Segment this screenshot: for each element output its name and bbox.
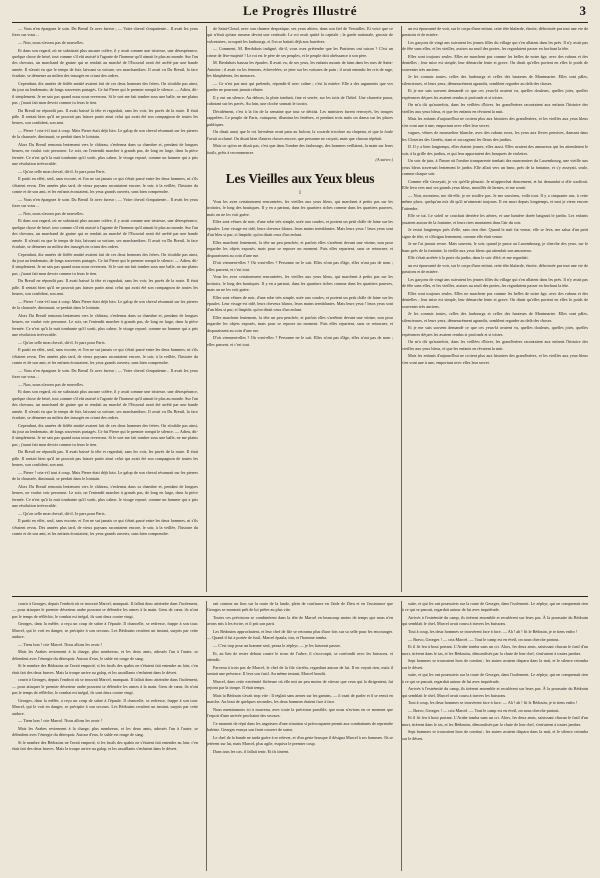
column-1 <box>12 26 198 592</box>
column-2-paragraph: — Ce n'est pas moi qui prétends, répondit-il avec calme ; c'est la misère. Elle a des arguments que vos gardes ne pourront jamais réfuter. <box>207 80 393 93</box>
bottom-2-paragraph: rait comme un lion sur la route de la lande, plein de confiance en l'aide de Dieu et en l'assistance que Georges se montrait prêt de lui prêter au plus vite. <box>207 601 393 613</box>
column-1-paragraph: Cependant, dix années de fidèle amitié avaient fait de ces deux hommes des frères. On n'oublie pas ainsi, du jour au lendemain, de longs souvenirs partagés. Ce fut Pierre qui le premier rompit le silence. — Adieu, dit-il simplement. Je ne sais pas quand nous nous reverrons. Si le sort me fait tomber sous une balle, ne me plains pas ; j'aurai fait mon devoir comme tu feras le tien. <box>12 80 198 106</box>
column-1-paragraph: Et dans son regard, où ne subsistait plus aucune colère, il y avait comme une tristesse, une désespérance, quelque chose de brisé, tout comme s'il eût assisté à l'agonie de l'homme qu'il aimait le plus au monde. Sur l'un des chevaux, un marchand de graine qui se rendait au marché de l'Escurial avait été arrêté par une bande armée. Il n'avait eu que le temps de fuir, laissant sa voiture, ses marchandises. Il avait vu Du Breuil, la face écarlate, se démener au milieu des insurgés en criant des ordres. <box>12 47 198 79</box>
bottom-3-paragraph: — Bravo, Georges ! — cria Marcel. — Tout le camp est en éveil, on nous cherche partout. <box>408 636 560 642</box>
bottom-1-paragraph: Georges, dans la mêlée, a reçu un coup de sabre à l'épaule. Il chancelle, se redresse, frappe à son tour. Marcel, qui le voit en danger, se précipite à son secours. Les Bédouins reculent un instant, surpris par cette audace. <box>12 697 198 716</box>
bottom-3-paragraph: suite, et qui les ont poursuivis sur la route de Georges, dans l'isolement. Le zéphyr, qui ne comprenait rien à ce qui se passait, regardait autour de lui avec inquiétude. <box>402 601 588 613</box>
column-2-paragraph: M. Berdubois haussa les épaules. Il avait vu, de ses yeux, les enfants mourir de faim dans les rues de Saint-Antoine ; il avait vu les femmes, échevelées, se jeter sur les voitures de pain ; il avait entendu les cris de rage, les blasphèmes, les menaces. <box>207 60 393 79</box>
column-1-paragraph: — Vous n'en épargnez le soin. Du Breuil l'a avec fureur ; — Votre cheval s'impatiente... Il avait les yeux fixes sur vous ... <box>12 26 198 38</box>
column-3-paragraph: Mais les enfants d'aujourd'hui ne croient plus aux histoires des grand'mères, et les vieilles aux yeux bleus s'en vont une à une, emportant avec elles leur secret. <box>402 353 588 365</box>
column-1-paragraph: Du Breuil ne répondit pas. Il avait baissé la tête et regardait, sans les voir, les pavés de la route. Il était pâle. Il sentait bien qu'il ne pouvait pas laisser partir ainsi celui qui avait été son compagnon de toutes les heures, son confident, son ami. <box>12 278 198 297</box>
column-1-paragraph: — Non, nous n'avons pas de nouvelles. <box>18 381 84 387</box>
column-3-paragraph: Je les connais toutes, celles des faubourgs et celles des hauteurs de Montmartre. Elles sont pâles, silencieuses, et leurs yeux, démesurément agrandis, semblent regarder au delà des choses. <box>402 311 588 323</box>
column-1-paragraph: Il partit en effet, seul, sans escorte, et l'on ne sut jamais ce qui s'était passé entre les deux hommes, ni s'ils s'étaient revus. Des années plus tard, de vieux paysans racontaient encore, le soir, à la veillée, l'histoire du comte et de son ami, et les enfants écoutaient, les yeux grands ouverts, sans bien comprendre. <box>12 176 198 195</box>
column-1-paragraph: — Pierre ! cria-t-il tout à coup. Mais Pierre était déjà loin. Le galop de son cheval résonnait sur les pierres de la chaussée, diminuait, se perdait dans le lointain. <box>12 128 198 140</box>
column-3-paragraph: Elles sont toujours seules. Elles ne marchent pas comme les belles de notre âge, avec des rubans et des dentelles ; leur mise est simple, leur démarche lente et grave. On dirait qu'elles portent en elles le poids de souvenirs très anciens. <box>402 290 588 309</box>
column-3-paragraph: vagues, vêtues de mousseline blanche, avec des rubans roses, les yeux aux lèvres pensives, dansant dans les Closeries des Genêts, riant et saccageant les fleurs des jardins. <box>402 130 588 142</box>
column-1-paragraph: Du Breuil ne répondit pas. Il avait baissé la tête et regardait, sans les voir, les pavés de la route. Il était pâle. Il sentait bien qu'il ne pouvait pas laisser partir ainsi celui qui avait été son compagnon de toutes les heures, son confident, son ami. <box>12 107 198 126</box>
top-columns <box>12 26 588 592</box>
column-3-paragraph: Elle se tut. Le soleil se couchait derrière les arbres, et une lumière dorée baignait le jardin. Les enfants jouaient autour de la fontaine, et leurs rires montaient dans l'air du soir. <box>402 213 588 225</box>
feuilleton-paragraph: Elles sont vêtues de noir, d'une robe très simple, usée aux coudes, et portent un petit châle de laine sur les épaules. Leur visage est ridé, leurs cheveux blancs, leurs mains tremblantes. Mais leurs yeux ! leurs yeux sont d'un bleu si pur, si limpide, qu'on dirait ceux d'un enfant. <box>207 219 393 238</box>
section-rule <box>12 596 588 597</box>
bottom-1-paragraph: Mais les Arabes reviennent à la charge, plus nombreux, et les deux amis, adossés l'un à l'autre, se défendent avec l'énergie du désespoir. Autour d'eux, le sable est rouge de sang. <box>12 725 198 738</box>
column-3-paragraph: Je ne l'ai jamais revue. Mais souvent, le soir, quand je passe au Luxembourg, je cherche des yeux, sur le banc près de la fontaine, la vieille aux yeux bleus qui attendait son amoureux. <box>402 241 588 253</box>
bottom-3-paragraph: Tout à coup, les deux hommes se trouvèrent face à face. — Ah ! ah ! fit le Bédouin, je te tiens enfin ! <box>408 700 578 706</box>
column-2-paragraph: On disait aussi que le roi lui-même avait paru au balcon, la cocarde tricolore au chapeau, et que la foule l'avait acclamé. On disait bien d'autres choses encore, que personne ne croyait, mais que chacun répétait. <box>207 129 393 141</box>
column-3-paragraph: II. Il y a bien longtemps, elles étaient jeunes, elles aussi. Elles avaient des amoureux qui les attendaient le soir, à la grille des jardins, et qui leur apportaient des bouquets de violettes. <box>402 144 588 156</box>
bottom-column-2 <box>206 601 393 871</box>
bottom-1-paragraph: — Tiens bon ! crie Marcel. Nous allons les avoir ! <box>18 718 103 724</box>
bottom-3-paragraph: Et il fit feu à bout portant. L'Arabe tomba sans un cri. Alors, les deux amis, saisissant chacun le fusil d'un mort, tirèrent dans le tas, et les Bédouins, démoralisés par la chute de leur chef, s'enfuirent à toutes jambes. <box>402 715 588 727</box>
bottom-column-3 <box>401 601 588 871</box>
column-3-paragraph: Les garçons de vingt ans suivaient les jeunes filles du village qui s'en allaient dans les prés. Il n'y avait pas de fête sans elles, et les vieilles, assises au seuil des portes, les regardaient passer en hochant la tête. <box>402 276 588 289</box>
page-number: 3 <box>579 3 586 18</box>
column-2 <box>206 26 393 592</box>
bottom-1-paragraph: courir à Georges, depuis l'endroit où se trouvait Marcel, manquait. Il fallait donc atteindre dans l'isolement, — pour attaquer le premier déserteur arabe pouvant se défendre les armes à la main. Gens de cœur, ils n'ont pas le temps de réfléchir, le combat est inégal, ils sont deux contre vingt. <box>12 677 198 696</box>
feuilleton-text <box>207 199 393 348</box>
column-2-paragraph: — Comment, M. Berdubois indigné, dit-il, vous osez prétendre que les Parisiens ont raison ? C'est un crime de lèse-majesté ! Le roi est le père de ses peuples, et le peuple doit obéissance à son père. <box>207 46 393 58</box>
column-3-paragraph: Les garçons de vingt ans suivaient les jeunes filles du village qui s'en allaient dans les prés. Il n'y avait pas de fête sans elles, et les vieilles, assises au seuil des portes, les regardaient passer en hochant la tête. <box>402 40 588 52</box>
column-1-paragraph: — Qu'on selle mon cheval, dit-il. Je pars pour Paris. <box>18 168 106 174</box>
feuilleton-title: Les Vieilles aux Yeux bleus <box>225 170 375 186</box>
bottom-2-paragraph: Dans tous les cas, il fallait tenir. Et ils tinrent. <box>213 748 290 754</box>
column-1-paragraph: — Qu'on selle mon cheval, dit-il. Je pars pour Paris. <box>18 339 106 345</box>
feuilleton-paragraph: D'où viennent-elles ? Où vont-elles ? Personne ne le sait. Elles n'ont pas d'âge, elles n'ont pas de nom ; elles passent, et c'est tout. <box>207 335 393 347</box>
column-3-paragraph: — Non, monsieur, me dit-elle, je ne souffre pas. Je me souviens, voilà tout. Il y a cinquante ans, à cette même place, quelqu'un m'a dit qu'il m'aimerait toujours. Il est mort depuis longtemps, et moi je viens encore l'attendre. <box>402 192 588 211</box>
feuilleton-paragraph: Elles marchent lentement, la tête un peu penchée, et parfois elles s'arrêtent devant une vitrine, non pour regarder les objets exposés, mais pour se reposer un moment. Puis elles repartent, sans se retourner, et disparaissent au coin d'une rue. <box>207 315 393 333</box>
bottom-3-paragraph: Arrivés à l'extrémité du camp, ils tirèrent ensemble et reculèrent sur leurs pas. À la poursuite du Bédouin qui semblait le chef, Marcel avait couru à travers les buissons. <box>402 686 588 698</box>
bottom-1-paragraph: — Tiens bon ! crie Marcel. Nous allons les avoir ! <box>18 641 103 647</box>
column-2-paragraph: de Saint-Cloud, avec son charme despotique, ses yeux altiers, dans son fief de Versailles. Et voici que ce qui n'était qu'une rumeur devint une certitude. Le roi avait quitté la capitale ; la garde nationale, grossie de volontaires, occupait les faubourgs, et l'on se battait déjà aux barrières. <box>207 26 393 44</box>
bottom-2-paragraph: Mais la Bédouin s'avait trop vite : Il réglait sans armes sur les gamins, — il osait de parler et il se remit en marche. Au bout de quelques secondes, les deux hommes étaient face à face. <box>207 692 393 704</box>
chapter-number: I <box>299 190 301 196</box>
column-3-paragraph: Je restai longtemps près d'elle, sans rien dire. Quand la nuit fut venue, elle se leva, me salua d'un petit signe de tête, et s'éloigna lentement, comme elle était venue. <box>402 227 588 239</box>
bottom-3-paragraph: — Bravo, Georges ! — cria Marcel. — Tout le camp est en éveil, on nous cherche partout. <box>408 707 560 713</box>
column-3-paragraph: On m'a dit qu'autrefois, dans les veillées d'hiver, les grand'mères racontaient aux enfants l'histoire des vieilles aux yeux bleus, et que les enfants en rêvaient la nuit. <box>402 339 588 351</box>
column-1-paragraph: — Non, nous n'avons pas de nouvelles. <box>18 210 84 216</box>
column-1-paragraph: Alors Du Breuil remonta lentement vers le château, s'enferma dans sa chambre et, pendant de longues heures, ne voulut voir personne. Le soir, on l'entendit marcher à grands pas, de long en large, dans la pièce fermée. Ce n'est qu'à la nuit tombante qu'il sortit, plus calme, le visage reposé, comme un homme qui a pris une résolution irrévocable. <box>12 312 198 338</box>
bottom-2-paragraph: Et, au lieu de rester debout contre le tronc de l'arbre, il s'accroupit, se confondit avec les buissons, et attendit. <box>207 650 393 662</box>
column-1-paragraph: Alors Du Breuil remonta lentement vers le château, s'enferma dans sa chambre et, pendant de longues heures, ne voulut voir personne. Le soir, on l'entendit marcher à grands pas, de long en large, dans la pièce fermée. Ce n'est qu'à la nuit tombante qu'il sortit, plus calme, le visage reposé, comme un homme qui a pris une résolution irrévocable. <box>12 483 198 508</box>
bottom-3-paragraph: Sept hommes se trouvaient hors de combat ; les autres avaient disparu dans la nuit, et le silence retomba sur le désert. <box>402 729 588 741</box>
column-1-paragraph: Du Breuil ne répondit pas. Il avait baissé la tête et regardait, sans les voir, les pavés de la route. Il était pâle. Il sentait bien qu'il ne pouvait pas laisser partir ainsi celui qui avait été son compagnon de toutes les heures, son confident, son ami. <box>12 449 198 468</box>
bottom-3-paragraph: suite, et qui les ont poursuivis sur la route de Georges, dans l'isolement. Le zéphyr, qui ne comprenait rien à ce qui se passait, regardait autour de lui avec inquiétude. <box>402 672 588 684</box>
bottom-2-paragraph: Ce moment de répit dans les angoisses d'une situation si préoccupante permit aux combattants de reprendre haleine. Georges essuya son front couvert de sueur. <box>207 720 393 732</box>
column-3-paragraph: On m'a dit qu'autrefois, dans les veillées d'hiver, les grand'mères racontaient aux enfants l'histoire des vieilles aux yeux bleus, et que les enfants en rêvaient la nuit. <box>402 102 588 114</box>
column-1-paragraph: — Qu'on selle mon cheval, dit-il. Je pars pour Paris. <box>18 510 106 516</box>
column-3-paragraph: Et je me suis souvent demandé ce que ces yeux-là avaient vu, quelles douleurs, quelles joies, quelles espérances déçues les avaient rendus si profonds et si tristes. <box>402 325 588 337</box>
bottom-2-paragraph: — C'est trop pour un homme seul, pensa le zéphyr, — je les laisserai passer. <box>213 643 341 648</box>
column-3-paragraph: Comme elle s'asseyait, je vis qu'elle pleurait. Je m'approchai doucement, et lui demandai si elle souffrait. Elle leva vers moi ses grands yeux bleus, mouillés de larmes, et me sourit. <box>402 178 588 191</box>
column-1-paragraph: Et dans son regard, où ne subsistait plus aucune colère, il y avait comme une tristesse, une désespérance, quelque chose de brisé, tout comme s'il eût assisté à l'agonie de l'homme qu'il aimait le plus au monde. Sur l'un des chevaux, un marchand de graine qui se rendait au marché de l'Escurial avait été arrêté par une bande armée. Il n'avait eu que le temps de fuir, laissant sa voiture, ses marchandises. Il avait vu Du Breuil, la face écarlate, se démener au milieu des insurgés en criant des ordres. <box>12 389 198 420</box>
bottom-1-paragraph: Mais les Arabes reviennent à la charge, plus nombreux, et les deux amis, adossés l'un à l'autre, se défendent avec l'énergie du désespoir. Autour d'eux, le sable est rouge de sang. <box>12 649 198 661</box>
bottom-1-paragraph: Si le nombre des Bédouins ne l'avait emporté, si les fusils des spahis ne s'étaient fait entendre au loin, c'en était fait des deux braves. Mais la troupe arrive au galop, et les assaillants s'enfuient dans le désert. <box>12 663 198 675</box>
column-1-paragraph: — Vous n'en épargnez le soin. Du Breuil l'a avec fureur ; — Votre cheval s'impatiente... Il avait les yeux fixes sur vous ... <box>12 367 198 380</box>
column-1-paragraph: Il partit en effet, seul, sans escorte, et l'on ne sut jamais ce qui s'était passé entre les deux hommes, ni s'ils s'étaient revus. Des années plus tard, de vieux paysans racontaient encore, le soir, à la veillée, l'histoire du comte et de son ami, et les enfants écoutaient, les yeux grands ouverts, sans bien comprendre. <box>12 518 198 536</box>
column-1-paragraph: Cependant, dix années de fidèle amitié avaient fait de ces deux hommes des frères. On n'oublie pas ainsi, du jour au lendemain, de longs souvenirs partagés. Ce fut Pierre qui le premier rompit le silence. — Adieu, dit-il simplement. Je ne sais pas quand nous nous reverrons. Si le sort me fait tomber sous une balle, ne me plains pas ; j'aurai fait mon devoir comme tu feras le tien. <box>12 251 198 276</box>
column-1-paragraph: — Vous n'en épargnez le soin. Du Breuil l'a avec fureur ; — Votre cheval s'impatiente... Il avait les yeux fixes sur vous ... <box>12 196 198 209</box>
feuilleton-paragraph: Vous les avez certainement rencontrées, les vieilles aux yeux bleus, qui marchent à petits pas sur les trottoirs, le long des boutiques. Il y en a partout, dans les quartiers riches comme dans les quartiers pauvres, mais on ne les voit guère. <box>207 199 393 217</box>
column-3-paragraph: Et je me suis souvent demandé ce que ces yeux-là avaient vu, quelles douleurs, quelles joies, quelles espérances déçues les avaient rendus si profonds et si tristes. <box>402 88 588 100</box>
to-be-continued: (A suivre.) <box>375 157 393 163</box>
column-1-paragraph: Alors Du Breuil remonta lentement vers le château, s'enferma dans sa chambre et, pendant de longues heures, ne voulut voir personne. Le soir, on l'entendit marcher à grands pas, de long en large, dans la pièce fermée. Ce n'est qu'à la nuit tombante qu'il sortit, plus calme, le visage reposé, comme un homme qui a pris une résolution irrévocable. <box>12 142 198 167</box>
bottom-1-paragraph: Si le nombre des Bédouins ne l'avait emporté, si les fusils des spahis ne s'étaient fait entendre au loin, c'en était fait des deux braves. Mais la troupe arrive au galop, et les assaillants s'enfuient dans le désert. <box>12 739 198 752</box>
column-2-paragraph: Mais ce qu'on ne disait pas, c'est que dans l'ombre des faubourgs, des hommes veillaient, la main sur leurs fusils, prêts à recommencer. <box>207 143 393 155</box>
bottom-3-paragraph: Tout à coup, les deux hommes se trouvèrent face à face. — Ah ! ah ! fit le Bédouin, je te tiens enfin ! <box>408 629 578 634</box>
bottom-column-1 <box>12 601 198 871</box>
bottom-columns <box>12 601 588 871</box>
column-1-paragraph: Il partit en effet, seul, sans escorte, et l'on ne sut jamais ce qui s'était passé entre les deux hommes, ni s'ils s'étaient revus. Des années plus tard, de vieux paysans racontaient encore, le soir, à la veillée, l'histoire du comte et de son ami, et les enfants écoutaient, les yeux grands ouverts, sans bien comprendre. <box>12 347 198 366</box>
column-1-paragraph: Cependant, dix années de fidèle amitié avaient fait de ces deux hommes des frères. On n'oublie pas ainsi, du jour au lendemain, de longs souvenirs partagés. Ce fut Pierre qui le premier rompit le silence. — Adieu, dit-il simplement. Je ne sais pas quand nous nous reverrons. Si le sort me fait tomber sous une balle, ne me plains pas ; j'aurai fait mon devoir comme tu feras le tien. <box>12 422 198 447</box>
column-2-paragraph: Il y eut un silence. Au dehors, la pluie tombait, fine et serrée, sur les toits de l'hôtel. Une charrette passa, cahotant sur les pavés. Au loin, une cloche sonnait le tocsin. <box>207 94 393 107</box>
column-3-paragraph: Mais les enfants d'aujourd'hui ne croient plus aux histoires des grand'mères, et les vieilles aux yeux bleus s'en vont une à une, emportant avec elles leur secret. <box>402 116 588 128</box>
column-1-paragraph: — Pierre ! cria-t-il tout à coup. Mais Pierre était déjà loin. Le galop de son cheval résonnait sur les pierres de la chaussée, diminuait, se perdait dans le lointain. <box>12 469 198 482</box>
column-3-paragraph: Elle s'était arrêtée à la porte du jardin, dans le soir d'été, et me regardait. <box>408 255 529 261</box>
bottom-2-paragraph: Nous mentionnons ici à nouveau, avec toute la précision possible, que nous n'avions en ce moment que l'espoir d'une arrivée prochaine des secours. <box>207 706 393 718</box>
column-2-text <box>207 26 393 156</box>
bottom-3-paragraph: Sept hommes se trouvaient hors de combat ; les autres avaient disparu dans la nuit, et le silence retomba sur le désert. <box>402 658 588 670</box>
bottom-1-paragraph: Georges, dans la mêlée, a reçu un coup de sabre à l'épaule. Il chancelle, se redresse, frappe à son tour. Marcel, qui le voit en danger, se précipite à son secours. Les Bédouins reculent un instant, surpris par cette audace. <box>12 621 198 640</box>
column-3-paragraph: Je les connais toutes, celles des faubourgs et celles des hauteurs de Montmartre. Elles sont pâles, silencieuses, et leurs yeux, démesurément agrandis, semblent regarder au delà des choses. <box>402 74 588 86</box>
column-3 <box>401 26 588 592</box>
newspaper-title: Le Progrès Illustré <box>243 3 357 18</box>
feuilleton-paragraph: Elles sont vêtues de noir, d'une robe très simple, usée aux coudes, et portent un petit châle de laine sur les épaules. Leur visage est ridé, leurs cheveux blancs, leurs mains tremblantes. Mais leurs yeux ! leurs yeux sont d'un bleu si pur, si limpide, qu'on dirait ceux d'un enfant. <box>207 294 393 313</box>
bottom-2-paragraph: Les Bédouins approchaient, et leur chef de file se retourna plus d'une fois sur sa selle pour les encourager. — Quand il fut à portée de fusil, Marcel épaula, tira, et l'homme tomba. <box>207 629 393 641</box>
bottom-3-paragraph: Arrivés à l'extrémité du camp, ils tirèrent ensemble et reculèrent sur leurs pas. À la poursuite du Bédouin qui semblait le chef, Marcel avait couru à travers les buissons. <box>402 615 588 627</box>
bottom-2-paragraph: Parvenu à trois pas de Marcel, le chef de la file s'arrêta, regardant autour de lui. Il ne voyait rien, mais il sentait une présence. Il leva son fusil. Au même instant, Marcel bondit. <box>207 664 393 676</box>
bottom-2-paragraph: Toutes ces précisions se combinèrent dans la tête de Marcel en beaucoup moins de temps que nous n'en avons mis à les écrire, et il prit son parti. <box>207 615 393 627</box>
column-1-paragraph: Et dans son regard, où ne subsistait plus aucune colère, il y avait comme une tristesse, une désespérance, quelque chose de brisé, tout comme s'il eût assisté à l'agonie de l'homme qu'il aimait le plus au monde. Sur l'un des chevaux, un marchand de graine qui se rendait au marché de l'Escurial avait été arrêté par une bande armée. Il n'avait eu que le temps de fuir, laissant sa voiture, ses marchandises. Il avait vu Du Breuil, la face écarlate, se démener au milieu des insurgés en criant des ordres. <box>12 218 198 250</box>
bottom-2-paragraph: Marcel, dans cette extrémité fâcheuse où elle mit un peu moins de vitesse que ceux qui la dirigeaient, fut rejoint par la troupe. Il était temps. <box>207 678 393 690</box>
column-3-paragraph: Un soir de juin, à l'heure où l'ombre transparente tombait des marronniers du Luxembourg, une vieille aux yeux bleus traversait lentement le jardin. Elle allait vers un banc, près de la fontaine, et s'y asseyait, seule, comme chaque soir. <box>402 158 588 177</box>
bottom-2-paragraph: Le chef de la bande ne tarda guère à se relever, et d'un geste brusque il désigna Marcel à ses hommes. Ils se jetèrent sur lui, mais Marcel, plus agile, esquiva le premier coup. <box>207 734 393 746</box>
column-1-paragraph: — Non, nous n'avons pas de nouvelles. <box>18 40 84 45</box>
feuilleton-paragraph: Vous les avez certainement rencontrées, les vieilles aux yeux bleus, qui marchent à petits pas sur les trottoirs, le long des boutiques. Il y en a partout, dans les quartiers riches comme dans les quartiers pauvres, mais on ne les voit guère. <box>207 274 393 293</box>
column-3-paragraph: Elles sont toujours seules. Elles ne marchent pas comme les belles de notre âge, avec des rubans et des dentelles ; leur mise est simple, leur démarche lente et grave. On dirait qu'elles portent en elles le poids de souvenirs très anciens. <box>402 54 588 72</box>
masthead <box>12 0 588 23</box>
column-2-paragraph: Décidément, c'est à la fin de la semaine que tout se décida. Les ministres furent renvoyés, les troupes rappelées. Le peuple de Paris, vainqueur, illumina les fenêtres, et pendant trois nuits on dansa sur les places publiques. <box>207 108 393 127</box>
bottom-3-paragraph: Et il fit feu à bout portant. L'Arabe tomba sans un cri. Alors, les deux amis, saisissant chacun le fusil d'un mort, tirèrent dans le tas, et les Bédouins, démoralisés par la chute de leur chef, s'enfuirent à toutes jambes. <box>402 644 588 656</box>
column-3-paragraph: un est épouvanté de voir, sur le corps d'une enfant, cette tête blafarde, étroite, défroissée par tout une vie de passions et de misère. <box>402 262 588 275</box>
feuilleton-paragraph: D'où viennent-elles ? Où vont-elles ? Personne ne le sait. Elles n'ont pas d'âge, elles n'ont pas de nom ; elles passent, et c'est tout. <box>207 260 393 272</box>
column-3-paragraph: un est épouvanté de voir, sur le corps d'une enfant, cette tête blafarde, étroite, défroissée par tout une vie de passions et de misère. <box>402 26 588 38</box>
bottom-1-paragraph: courir à Georges, depuis l'endroit où se trouvait Marcel, manquait. Il fallait donc atteindre dans l'isolement, — pour attaquer le premier déserteur arabe pouvant se défendre les armes à la main. Gens de cœur, ils n'ont pas le temps de réfléchir, le combat est inégal, ils sont deux contre vingt. <box>12 601 198 619</box>
column-1-paragraph: — Pierre ! cria-t-il tout à coup. Mais Pierre était déjà loin. Le galop de son cheval résonnait sur les pierres de la chaussée, diminuait, se perdait dans le lointain. <box>12 298 198 311</box>
feuilleton-paragraph: Elles marchent lentement, la tête un peu penchée, et parfois elles s'arrêtent devant une vitrine, non pour regarder les objets exposés, mais pour se reposer un moment. Puis elles repartent, sans se retourner, et disparaissent au coin d'une rue. <box>207 239 393 258</box>
